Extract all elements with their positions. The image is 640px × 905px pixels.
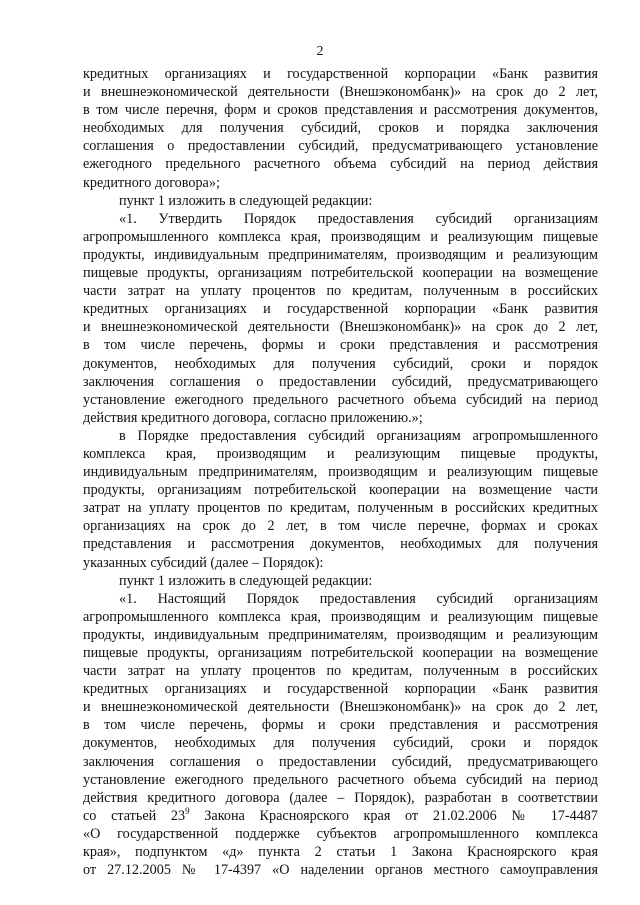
text-line-content: ежегодного предельного расчетного объема субсидий на период действия — [83, 156, 598, 173]
text-line — [83, 644, 598, 662]
text-line — [83, 83, 598, 101]
text-line — [83, 698, 598, 716]
document-body — [83, 65, 598, 879]
text-line — [83, 427, 598, 445]
text-line — [83, 807, 598, 825]
text-line — [83, 101, 598, 119]
text-line-content: в том числе перечень, формы и сроки представления и рассмотрения — [83, 337, 598, 354]
text-line-content: установление ежегодного предельного расчетного объема субсидий на период — [83, 391, 598, 408]
text-line — [83, 318, 598, 336]
text-line-content: представления и рассмотрения документов, необходимых для получения — [83, 536, 598, 553]
text-line-content: действия кредитного договора (далее – Порядок), разработан в соответствии — [83, 789, 598, 806]
text-line-content: от 27.12.2005 № 17-4397 «О наделении органов местного самоуправления — [83, 862, 598, 879]
text-line — [83, 481, 598, 499]
text-line-content: в том числе перечня, форм и сроков представления и рассмотрения документов, — [83, 102, 598, 119]
text-line — [83, 391, 598, 409]
text-line-content: продукты, индивидуальным предпринимателям, производящим и реализующим — [83, 626, 598, 643]
text-line — [83, 373, 598, 391]
text-line-content: продукты, организациям потребительской кооперации на возмещение части — [83, 482, 598, 499]
text-line-content: кредитного договора»; — [83, 174, 220, 191]
text-line — [83, 535, 598, 553]
text-line-content: и внешнеэкономической деятельности (Внешэкономбанк)» на срок до 2 лет, — [83, 84, 598, 101]
text-line-content: организациях на срок до 2 лет, в том числе перечне, формах и сроках — [83, 518, 598, 535]
text-line — [83, 463, 598, 481]
text-line-content: в Порядке предоставления субсидий организациям агропромышленного — [119, 427, 598, 444]
text-line — [83, 445, 598, 463]
text-line — [83, 264, 598, 282]
text-line — [83, 210, 598, 228]
page-number: 2 — [316, 44, 324, 59]
superscript: 9 — [185, 806, 190, 816]
text-line-content: агропромышленного комплекса края, производящим и реализующим пищевые — [83, 608, 598, 625]
text-line-content: действия кредитного договора, согласно приложению.»; — [83, 409, 423, 426]
text-line — [83, 590, 598, 608]
text-line-content: и внешнеэкономической деятельности (Внешэкономбанк)» на срок до 2 лет, — [83, 699, 598, 716]
text-line — [83, 517, 598, 535]
text-line-content: продукты, индивидуальным предпринимателям, производящим и реализующим — [83, 246, 598, 263]
text-line — [83, 246, 598, 264]
text-line-content: и внешнеэкономической деятельности (Внешэкономбанк)» на срок до 2 лет, — [83, 319, 598, 336]
text-line-content: агропромышленного комплекса края, производящим и реализующим пищевые — [83, 228, 598, 245]
text-line-content: кредитных организациях и государственной корпорации «Банк развития — [83, 66, 598, 82]
text-line-content: соглашения о предоставлении субсидий, предусматривающего установление — [83, 138, 598, 155]
text-line-content: необходимых для получения субсидий, сроков и порядка заключения — [83, 120, 598, 137]
text-line — [83, 662, 598, 680]
text-line-content: «О государственной поддержке субъектов агропромышленного комплекса — [83, 825, 598, 842]
text-line-content: документов, необходимых для получения субсидий, сроки и порядок — [83, 355, 598, 372]
text-line — [83, 155, 598, 173]
text-line-content: в том числе перечень, формы и сроки представления и рассмотрения — [83, 717, 598, 734]
text-line — [83, 789, 598, 807]
text-line — [83, 228, 598, 246]
text-line-content: кредитных организациях и государственной корпорации «Банк развития — [83, 681, 598, 698]
text-line — [83, 734, 598, 752]
text-line — [83, 825, 598, 843]
text-line-content: указанных субсидий (далее – Порядок): — [83, 554, 324, 571]
text-line — [83, 174, 598, 192]
text-line-content: пищевые продукты, организациям потребительской кооперации на возмещение — [83, 645, 598, 661]
text-line-content: края», подпунктом «д» пункта 2 статьи 1 Закона Красноярского края — [83, 844, 598, 861]
text-line — [83, 192, 598, 210]
text-line-content: части затрат на уплату процентов по кредитам, полученным в российских — [83, 283, 598, 300]
text-line — [83, 753, 598, 771]
text-line — [83, 554, 598, 572]
text-line — [83, 137, 598, 155]
text-line — [83, 499, 598, 517]
text-line — [83, 336, 598, 354]
text-line — [83, 608, 598, 626]
text-line-content: со статьей 23 — [83, 807, 186, 824]
text-line-content: индивидуальным предпринимателям, производящим и реализующим пищевые — [83, 464, 598, 481]
text-line — [83, 861, 598, 879]
text-line-content: пункт 1 изложить в следующей редакции: — [119, 572, 373, 589]
text-line-content: части затрат на уплату процентов по кредитам, полученным в российских — [83, 663, 598, 680]
text-line-content: пункт 1 изложить в следующей редакции: — [119, 192, 373, 209]
text-line — [83, 626, 598, 644]
text-line-content: «1. Утвердить Порядок предоставления субсидий организациям — [119, 210, 598, 227]
text-line — [83, 716, 598, 734]
text-line-content: кредитных организациях и государственной корпорации «Банк развития — [83, 301, 598, 318]
text-line — [83, 680, 598, 698]
text-line-content: Закона Красноярского края от 21.02.2006 № 17-4487 — [189, 807, 598, 824]
text-line-content: пищевые продукты, организациям потребительской кооперации на возмещение — [83, 265, 598, 282]
text-line — [83, 355, 598, 373]
text-line-content: «1. Настоящий Порядок предоставления субсидий организациям — [119, 590, 598, 607]
text-line-content: комплекса края, производящим и реализующим пищевые продукты, — [83, 445, 598, 462]
text-line-content: заключения соглашения о предоставлении субсидий, предусматривающего — [83, 753, 598, 770]
text-line — [83, 300, 598, 318]
text-line-content: заключения соглашения о предоставлении субсидий, предусматривающего — [83, 373, 598, 390]
text-line — [83, 409, 598, 427]
text-line-content: установление ежегодного предельного расчетного объема субсидий на период — [83, 771, 598, 788]
text-line — [83, 843, 598, 861]
text-line-content: затрат на уплату процентов по кредитам, полученным в российских кредитных — [83, 500, 598, 517]
text-line-content: документов, необходимых для получения субсидий, сроки и порядок — [83, 735, 598, 752]
text-line — [83, 572, 598, 590]
text-line — [83, 771, 598, 789]
text-line — [83, 119, 598, 137]
text-line — [83, 65, 598, 83]
text-line — [83, 282, 598, 300]
